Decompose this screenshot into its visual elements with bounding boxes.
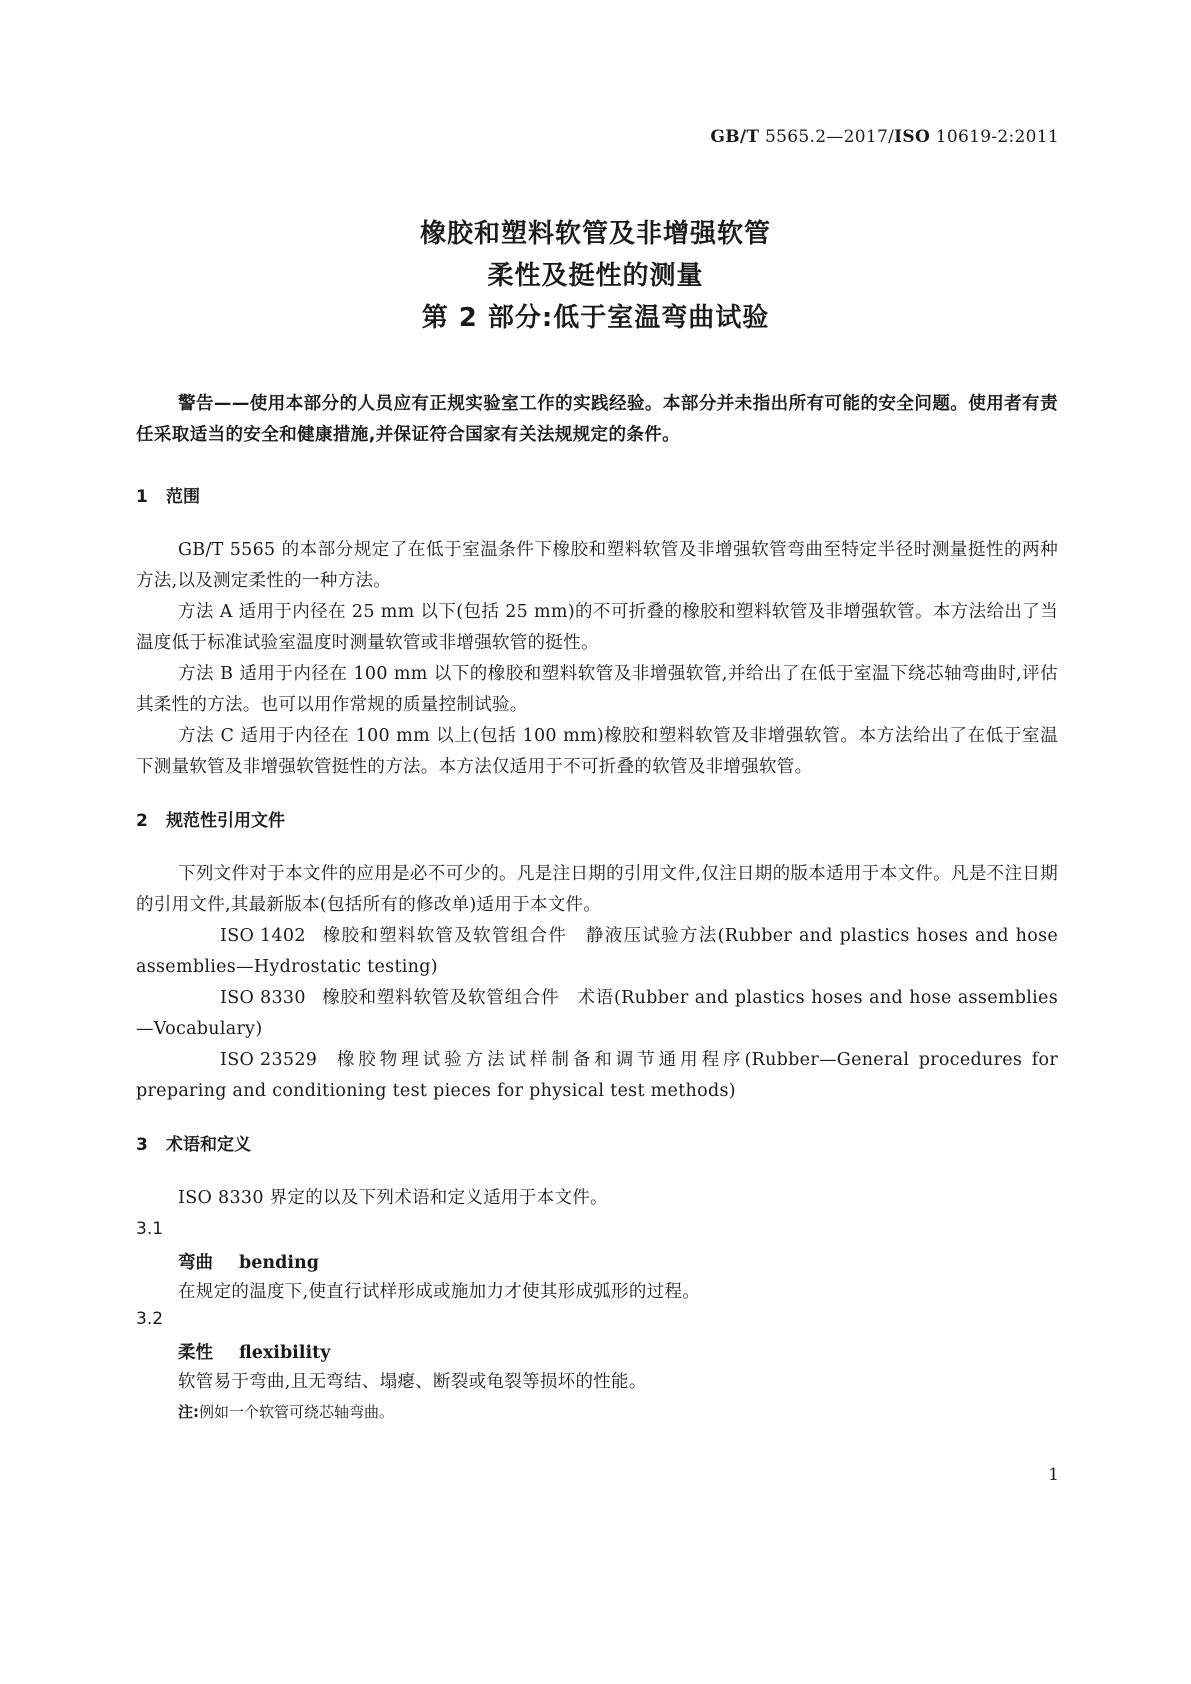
section-2-heading — [136, 806, 285, 831]
reference-text: 橡胶和塑料软管及软管组合件 静液压试验方法(Rubber and plastics hoses and hose assemblies—Hydrostatic testing) — [136, 926, 1058, 977]
code-prefix: GB/T — [710, 127, 760, 147]
page-number: 1 — [1048, 1465, 1059, 1485]
term-en: bending — [239, 1253, 319, 1273]
note — [178, 1401, 394, 1422]
title-line-3: 第 2 部分:低于室温弯曲试验 — [421, 303, 770, 333]
section-1-paragraph: 方法 B 适用于内径在 100 mm 以下的橡胶和塑料软管及非增强软管,并给出了在低于室温下绕芯轴弯曲时,评估其柔性的方法。也可以用作常规的质量控制试验。 — [136, 664, 1058, 715]
warning-paragraph — [136, 389, 1058, 451]
section-3-intro-text: ISO 8330 界定的以及下列术语和定义适用于本文件。 — [178, 1188, 608, 1208]
note-label: 注: — [178, 1403, 199, 1421]
term-zh: 弯曲 — [178, 1253, 213, 1273]
term-definition: 在规定的温度下,使直行试样形成或施加力才使其形成弧形的过程。 — [178, 1282, 701, 1302]
title-line-1: 橡胶和塑料软管及非增强软管 — [419, 219, 771, 249]
section-1-number: 1 — [136, 487, 148, 507]
reference-item — [136, 1045, 1058, 1107]
term-number: 3.2 — [136, 1309, 164, 1329]
section-2-number: 2 — [136, 811, 148, 831]
reference-text: 橡胶和塑料软管及软管组合件 术语(Rubber and plastics hoses and hose assemblies—Vocabulary) — [136, 988, 1058, 1039]
standard-code — [710, 127, 1059, 147]
reference-code: ISO 1402 — [220, 926, 306, 946]
reference-code: ISO 8330 — [220, 988, 306, 1008]
term-heading — [178, 1339, 330, 1364]
reference-text: 橡胶物理试验方法试样制备和调节通用程序(Rubber—General procedures for preparing and conditioning test pieces for physical test methods) — [136, 1050, 1058, 1101]
section-1-paragraph: GB/T 5565 的本部分规定了在低于室温条件下橡胶和塑料软管及非增强软管弯曲至特定半径时测量挺性的两种方法,以及测定柔性的一种方法。 — [136, 540, 1058, 591]
section-3-heading — [136, 1130, 251, 1155]
code-rest: 5565.2—2017/ — [759, 127, 895, 147]
reference-item — [136, 921, 1058, 983]
title-line-2: 柔性及挺性的测量 — [487, 261, 704, 291]
note-text: 例如一个软管可绕芯轴弯曲。 — [199, 1403, 395, 1421]
section-3-title: 术语和定义 — [166, 1135, 251, 1155]
section-1-paragraph: 方法 A 适用于内径在 25 mm 以下(包括 25 mm)的不可折叠的橡胶和塑料软管及非增强软管。本方法给出了当温度低于标准试验室温度时测量软管或非增强软管的挺性。 — [136, 602, 1058, 653]
term-heading — [178, 1249, 319, 1274]
warning-text: 警告——使用本部分的人员应有正规实验室工作的实践经验。本部分并未指出所有可能的安全问题。使用者有责任采取适当的安全和健康措施,并保证符合国家有关法规规定的条件。 — [136, 394, 1058, 445]
section-3-intro — [136, 1183, 1058, 1214]
term-zh: 柔性 — [178, 1343, 213, 1363]
term-number: 3.1 — [136, 1219, 164, 1239]
term-definition: 软管易于弯曲,且无弯结、塌瘪、断裂或龟裂等损坏的性能。 — [178, 1372, 647, 1392]
section-1-title: 范围 — [166, 487, 200, 507]
term-en: flexibility — [239, 1343, 331, 1363]
section-2-intro — [136, 859, 1058, 921]
section-2-title: 规范性引用文件 — [166, 811, 285, 831]
iso-prefix: ISO — [894, 127, 931, 147]
reference-list — [136, 921, 1058, 1107]
section-1-paragraph: 方法 C 适用于内径在 100 mm 以上(包括 100 mm)橡胶和塑料软管及非增强软管。本方法给出了在低于室温下测量软管及非增强软管挺性的方法。本方法仅适用于不可折叠的软管及非增强软管。 — [136, 726, 1058, 777]
reference-item — [136, 983, 1058, 1045]
section-1-body — [136, 535, 1058, 783]
section-2-intro-text: 下列文件对于本文件的应用是必不可少的。凡是注日期的引用文件,仅注日期的版本适用于本文件。凡是不注日期的引用文件,其最新版本(包括所有的修改单)适用于本文件。 — [136, 864, 1058, 915]
section-1-heading — [136, 482, 200, 507]
reference-code: ISO 23529 — [220, 1050, 318, 1070]
iso-rest: 10619-2:2011 — [930, 127, 1059, 147]
section-3-number: 3 — [136, 1135, 148, 1155]
